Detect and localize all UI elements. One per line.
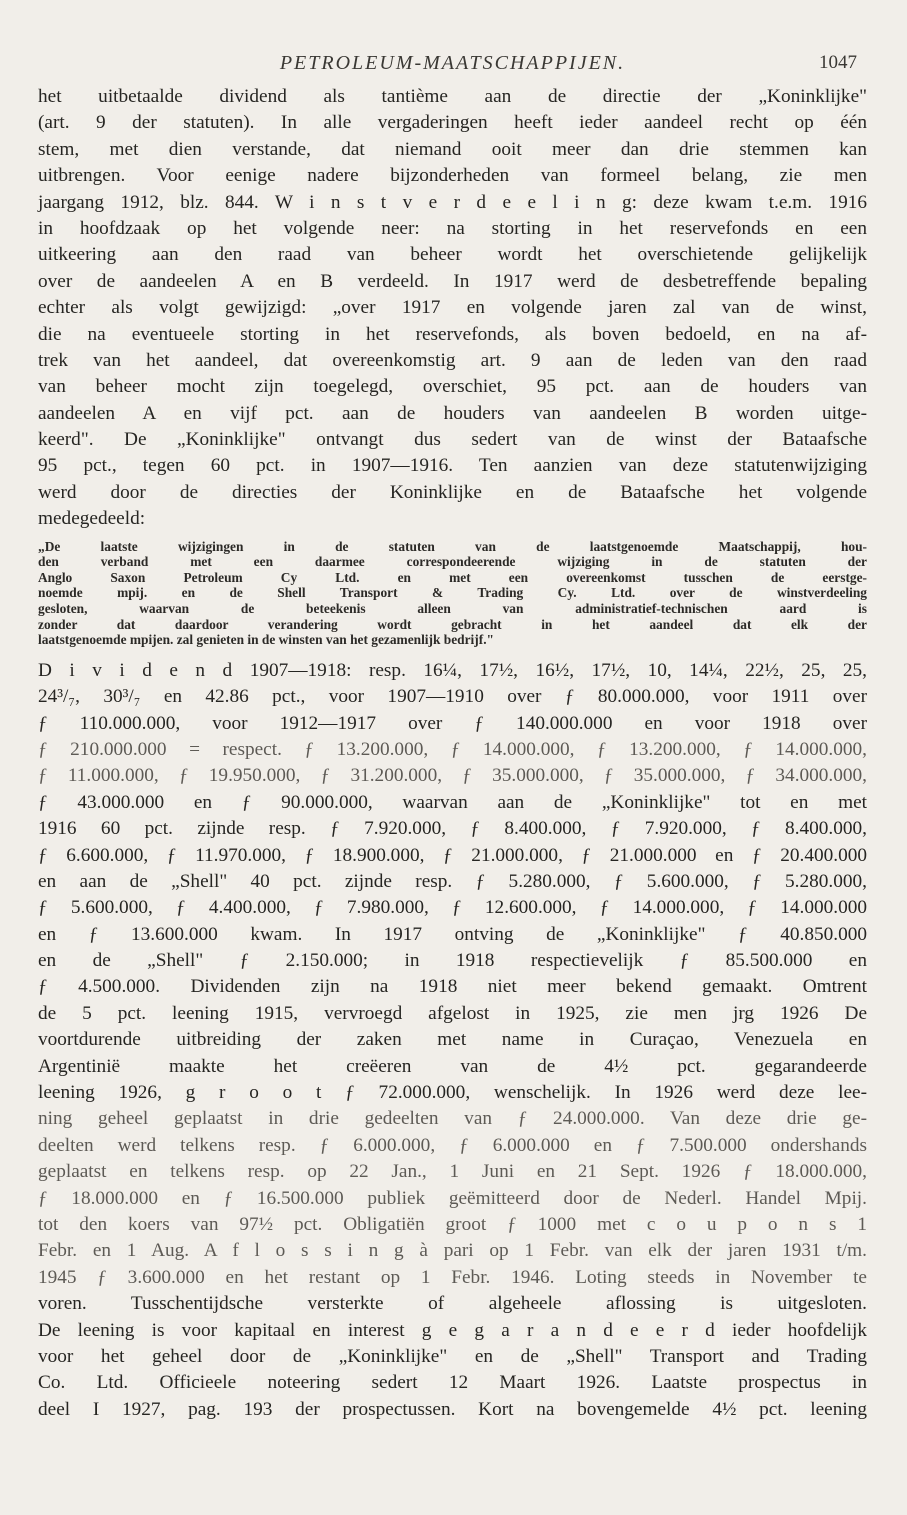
text-line: leening 1926, g r o o t ƒ 72.000.000, wenschelijk. In 1926 werd deze lee- — [38, 1082, 867, 1104]
page-number: 1047 — [819, 52, 857, 73]
text-line: ƒ 5.600.000, ƒ 4.400.000, ƒ 7.980.000, ƒ 12.600.000, ƒ 14.000.000, ƒ 14.000.000 — [38, 897, 867, 919]
text-line: ƒ 18.000.000 en ƒ 16.500.000 publiek geëmitteerd door de Nederl. Handel Mpij. — [38, 1187, 867, 1209]
text-line: en de „Shell" ƒ 2.150.000; in 1918 respectievelijk ƒ 85.500.000 en — [38, 950, 867, 972]
text-line: aandeelen A en vijf pct. aan de houders van aandeelen B worden uitge- — [38, 402, 867, 424]
text-line: D i v i d e n d 1907—1918: resp. 16¼, 17½, 16½, 17½, 10, 14¼, 22½, 25, 25, — [38, 659, 867, 681]
running-header — [38, 52, 867, 84]
text-line: (art. 9 der statuten). In alle vergaderingen heeft ieder aandeel recht op één — [38, 112, 867, 134]
quote-line: laatstgenoemde mpijen. zal genieten in de winsten van het gezamenlijk bedrijf." — [38, 632, 494, 648]
text-line: keerd". De „Koninklijke" ontvangt dus sedert van de winst der Bataafsche — [38, 429, 867, 451]
text-line: echter als volgt gewijzigd: „over 1917 en volgende jaren zal van de winst, — [38, 297, 867, 319]
text-line: uitkeering aan den raad van beheer wordt het overschietende gelijkelijk — [38, 244, 867, 266]
text-line: ƒ 11.000.000, ƒ 19.950.000, ƒ 31.200.000, ƒ 35.000.000, ƒ 35.000.000, ƒ 34.000.000, — [38, 765, 867, 787]
text-line: 1945 ƒ 3.600.000 en het restant op 1 Febr. 1946. Loting steeds in November te — [38, 1266, 867, 1288]
text-line: ƒ 6.600.000, ƒ 11.970.000, ƒ 18.900.000, ƒ 21.000.000, ƒ 21.000.000 en ƒ 20.400.000 — [38, 844, 867, 866]
text-line: ƒ 110.000.000, voor 1912—1917 over ƒ 140.000.000 en voor 1918 over — [38, 712, 867, 734]
text-line: ƒ 4.500.000. Dividenden zijn na 1918 niet meer bekend gemaakt. Omtrent — [38, 976, 867, 998]
text-line: voren. Tusschentijdsche versterkte of algeheele aflossing is uitgesloten. — [38, 1293, 867, 1315]
text-line: 24³/₇, 30³/₇ en 42.86 pct., voor 1907—1910 over ƒ 80.000.000, voor 1911 over — [38, 686, 867, 708]
block-quote — [38, 539, 867, 648]
text-line: voortdurende uitbreiding der zaken met name in Curaçao, Venezuela en — [38, 1029, 867, 1051]
text-line: deelten werd telkens resp. ƒ 6.000.000, ƒ 6.000.000 en ƒ 7.500.000 ondershands — [38, 1134, 867, 1156]
quote-line: zonder dat daardoor verandering wordt gebracht in het aandeel dat elk der — [38, 616, 867, 632]
quote-line: gesloten, waarvan de beteekenis alleen van administratief-technischen aard is — [38, 601, 867, 617]
text-line: het uitbetaalde dividend als tantième aan de directie der „Koninklijke" — [38, 86, 867, 107]
text-line: 95 pct., tegen 60 pct. in 1907—1916. Ten aanzien van deze statutenwijziging — [38, 455, 867, 477]
text-line: tot den koers van 97½ pct. Obligatiën groot ƒ 1000 met c o u p o n s 1 — [38, 1214, 867, 1235]
text-line: de 5 pct. leening 1915, vervroegd afgelost in 1925, zie men jrg 1926 De — [38, 1002, 867, 1024]
text-line: over de aandeelen A en B verdeeld. In 1917 werd de desbetreffende bepaling — [38, 270, 867, 292]
text-line: Argentinië maakte het creëeren van de 4½ pct. gegarandeerde — [38, 1055, 867, 1077]
quote-line: den verband met een daarmee correspondeerende wijziging in de statuten der — [38, 554, 867, 570]
text-line: medegedeeld: — [38, 508, 146, 530]
text-line: ƒ 210.000.000 = respect. ƒ 13.200.000, ƒ 14.000.000, ƒ 13.200.000, ƒ 14.000.000, — [38, 738, 867, 760]
text-line: trek van het aandeel, dat overeenkomstig art. 9 aan de leden van den raad — [38, 349, 867, 371]
text-line: Co. Ltd. Officieele noteering sedert 12 Maart 1926. Laatste prospectus in — [38, 1372, 867, 1394]
text-line: werd door de directies der Koninklijke en de Bataafsche het volgende — [38, 481, 867, 503]
text-line: ƒ 43.000.000 en ƒ 90.000.000, waarvan aan de „Koninklijke" tot en met — [38, 791, 867, 813]
text-line: ning geheel geplaatst in drie gedeelten van ƒ 24.000.000. Van deze drie ge- — [38, 1108, 867, 1130]
text-line: die na eventueele storting in het reservefonds, als boven bedoeld, en na af- — [38, 323, 867, 345]
quote-line: noemde mpij. en de Shell Transport & Trading Cy. Ltd. over de winstverdeeling — [38, 585, 867, 601]
running-header-title: PETROLEUM-MAATSCHAPPIJEN. — [279, 52, 626, 74]
text-line: uitbrengen. Voor eenige nadere bijzonderheden van formeel belang, zie men — [38, 165, 867, 187]
text-line: Febr. en 1 Aug. A f l o s s i n g à pari op 1 Febr. van elk der jaren 1931 t/m. — [38, 1240, 867, 1262]
text-line: jaargang 1912, blz. 844. W i n s t v e r d e e l i n g: deze kwam t.e.m. 1916 — [38, 191, 867, 213]
text-line: 1916 60 pct. zijnde resp. ƒ 7.920.000, ƒ 8.400.000, ƒ 7.920.000, ƒ 8.400.000, — [38, 818, 867, 840]
body-text-before-quote — [38, 84, 867, 533]
body-text-after-quote — [38, 658, 867, 1423]
text-line: geplaatst en telkens resp. op 22 Jan., 1 Juni en 21 Sept. 1926 ƒ 18.000.000, — [38, 1161, 867, 1183]
quote-line: „De laatste wijzigingen in de statuten van de laatstgenoemde Maatschappij, hou- — [38, 538, 867, 554]
text-line: van beheer mocht zijn toegelegd, overschiet, 95 pct. aan de houders van — [38, 376, 867, 398]
text-line: stem, met dien verstande, dat niemand ooit meer dan drie stemmen kan — [38, 138, 867, 160]
text-line: in hoofdzaak op het volgende neer: na storting in het reservefonds en een — [38, 217, 867, 239]
text-line: en aan de „Shell" 40 pct. zijnde resp. ƒ 5.280.000, ƒ 5.600.000, ƒ 5.280.000, — [38, 870, 867, 892]
quote-line: Anglo Saxon Petroleum Cy Ltd. en met een overeenkomst tusschen de eerstge- — [38, 569, 867, 585]
text-line: deel I 1927, pag. 193 der prospectussen. Kort na bovengemelde 4½ pct. leening — [38, 1398, 867, 1420]
text-line: en ƒ 13.600.000 kwam. In 1917 ontving de „Koninklijke" ƒ 40.850.000 — [38, 923, 867, 945]
text-line: De leening is voor kapitaal en interest g e g a r a n d e e r d ieder hoofdelijk — [38, 1319, 867, 1341]
text-line: voor het geheel door de „Koninklijke" en de „Shell" Transport and Trading — [38, 1345, 867, 1367]
